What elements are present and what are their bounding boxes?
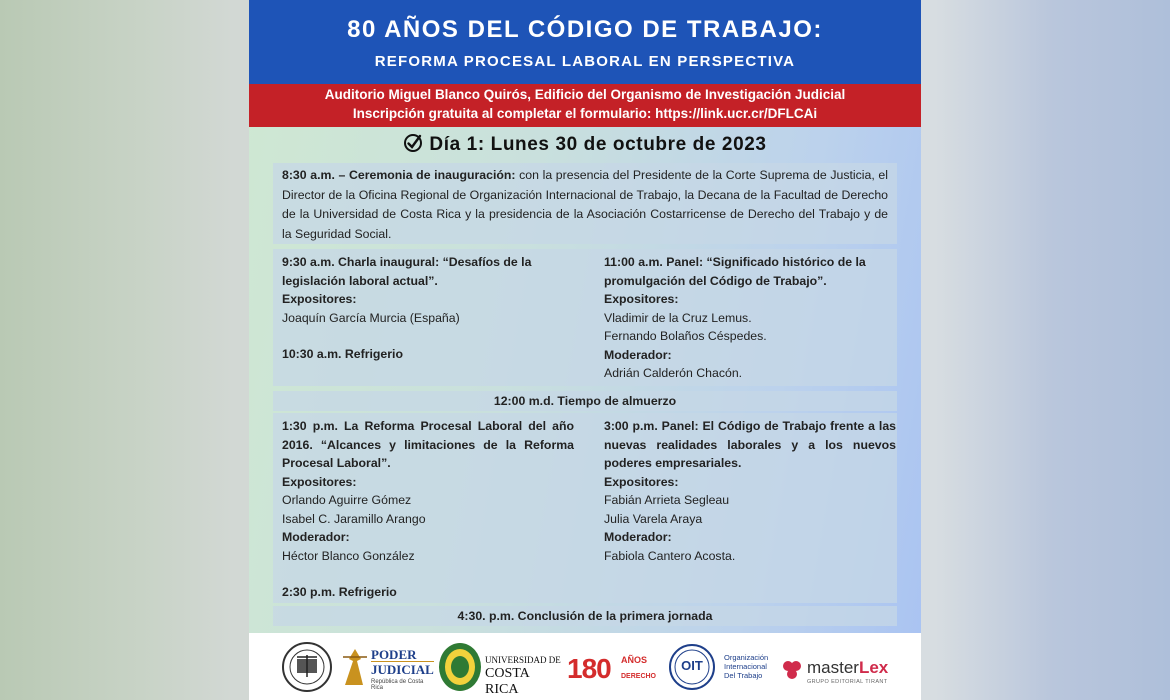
ucr-line1: UNIVERSIDAD DE (485, 655, 561, 665)
opening-time-title: 8:30 a.m. – Ceremonia de inauguración: (282, 168, 516, 182)
aniversario-faculty: DERECHO (621, 673, 657, 680)
session-charla-inaugural (282, 253, 574, 364)
ucr-logo (485, 641, 561, 697)
venue-text: Auditorio Miguel Blanco Quirós, Edificio del Organismo de Investigación Judicial (324, 87, 846, 102)
moderator-name: Héctor Blanco González (282, 548, 415, 563)
ucr-line2: COSTA RICA (485, 666, 530, 697)
aniversario-number: 180 (567, 653, 611, 684)
poder-judicial-line2: JUDICIAL (371, 662, 434, 677)
poder-judicial-logo (341, 641, 433, 693)
session-reforma-procesal (282, 417, 574, 602)
masterlex-logo (781, 641, 905, 693)
info-banner (249, 84, 921, 127)
oit-name-line1: Organización (724, 653, 769, 662)
masterlex-word1: master (807, 658, 859, 677)
moderator-name: Adrián Calderón Chacón. (604, 366, 743, 380)
oit-name (724, 653, 768, 680)
afternoon-sessions (273, 413, 897, 603)
title-banner (249, 0, 921, 84)
break-item: 2:30 p.m. Refrigerio (282, 585, 397, 599)
asociacion-seal-logo (281, 641, 333, 693)
session-title: 1:30 p.m. La Reforma Procesal Laboral del año 2016. “Alcances y limitaciones de la Reforma Procesal Laboral”. (282, 419, 574, 470)
speaker-name: Fabián Arrieta Segleau (604, 493, 730, 507)
colegio-seal-logo (437, 641, 483, 693)
speaker-name: Joaquín García Murcia (España) (282, 310, 460, 325)
event-subtitle: REFORMA PROCESAL LABORAL EN PERSPECTIVA (374, 53, 796, 70)
lunch-item: 12:00 m.d. Tiempo de almuerzo (273, 391, 897, 411)
masterlex-word2: Lex (858, 658, 889, 677)
poder-judicial-line1: PODER (371, 647, 417, 662)
opening-block (273, 163, 897, 244)
oit-name-line2: Internacional (724, 662, 767, 671)
session-title: 3:00 p.m. Panel: El Código de Trabajo frente a las nuevas realidades laborales y a los nuevos poderes empresariales. (604, 419, 896, 470)
oit-acronym: OIT (681, 658, 703, 673)
oit-logo (667, 641, 777, 693)
moderator-label: Moderador: (282, 530, 350, 544)
aniversario-years: AÑOS (621, 655, 648, 665)
justice-figure-icon (341, 647, 369, 687)
session-title: 11:00 a.m. Panel: “Significado histórico de la promulgación del Código de Trabajo”. (604, 255, 866, 288)
session-panel-historico (604, 253, 896, 383)
speakers-label: Expositores: (282, 292, 357, 306)
speakers-label: Expositores: (604, 292, 679, 306)
morning-sessions (273, 249, 897, 386)
poder-judicial-line3: República de Costa Rica (371, 679, 424, 691)
speaker-name: Fernando Bolaños Céspedes. (604, 329, 767, 343)
masterlex-wordmark (807, 658, 888, 678)
aniversario-logo (567, 641, 657, 693)
oit-name-line3: Del Trabajo (724, 671, 763, 680)
break-item: 10:30 a.m. Refrigerio (282, 347, 403, 361)
speaker-name: Orlando Aguirre Gómez (282, 493, 412, 507)
registration-text: Inscripción gratuita al completar el formulario: https://link.ucr.cr/DFLCAi (352, 106, 818, 121)
event-title: 80 AÑOS DEL CÓDIGO DE TRABAJO: (347, 16, 823, 43)
session-panel-nuevas-realidades (604, 417, 896, 565)
moderator-label: Moderador: (604, 530, 672, 544)
masterlex-mark-icon (781, 659, 803, 681)
speaker-name: Julia Varela Araya (604, 511, 703, 526)
closing-item: 4:30. p.m. Conclusión de la primera jornada (273, 606, 897, 626)
speaker-name: Vladimir de la Cruz Lemus. (604, 310, 752, 325)
masterlex-tagline: GRUPO EDITORIAL TIRANT (807, 679, 888, 685)
day-label: Día 1: Lunes 30 de octubre de 2023 (429, 134, 767, 155)
event-poster (249, 0, 921, 700)
sponsor-logos (249, 633, 921, 700)
session-title: 9:30 a.m. Charla inaugural: “Desafíos de la legislación laboral actual”. (282, 255, 532, 288)
day-heading (249, 133, 921, 156)
speaker-name: Isabel C. Jaramillo Arango (282, 511, 426, 526)
speakers-label: Expositores: (282, 474, 357, 489)
check-circle-icon (403, 133, 423, 153)
moderator-label: Moderador: (604, 347, 672, 362)
opening-text: con la presencia del Presidente de la Corte Suprema de Justicia, el Director de la Oficina Regional de Organización Internacional de Trabajo, la Decana de la Facultad de Derecho de la Universidad de Costa Rica y la presidencia de la Asociación Costarricense de Derecho del Trabajo y de la Seguridad Social. (282, 168, 888, 241)
speakers-label: Expositores: (604, 474, 679, 489)
moderator-name: Fabiola Cantero Acosta. (604, 548, 736, 563)
